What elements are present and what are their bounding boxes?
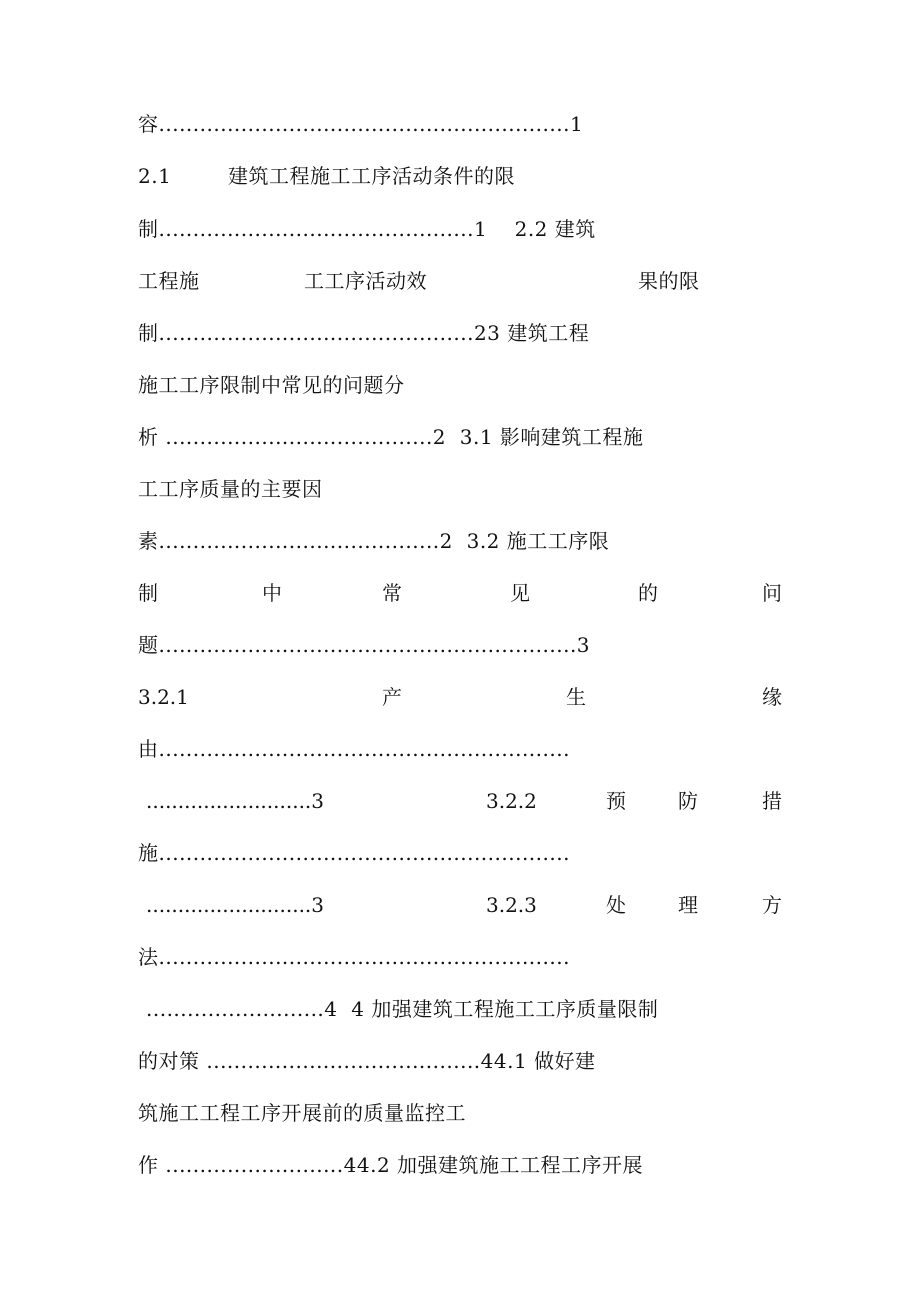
- toc-line-8: 工工序质量的主要因: [138, 477, 323, 501]
- toc-line-10-char-6: 问: [762, 581, 782, 605]
- toc-line-2-number: 2.1: [138, 164, 172, 188]
- toc-line-14-char-2: 防: [678, 789, 698, 813]
- toc-line-16-number: 3.2.3: [486, 893, 537, 917]
- toc-line-12-char-2: 生: [566, 685, 586, 709]
- toc-line-21: 作 ..........................44.2 加强建筑施工工程工序开展: [138, 1153, 644, 1177]
- toc-line-14-char-3: 措: [762, 789, 782, 813]
- toc-line-14-char-1: 预: [606, 789, 626, 813]
- toc-line-7: 析 .......................................2 3.1 影响建筑工程施: [138, 425, 644, 449]
- toc-line-14-leader: ..........................3: [146, 789, 325, 813]
- toc-line-15: 施............................................................: [138, 841, 570, 865]
- toc-line-5: 制..............................................23 建筑工程: [138, 321, 590, 345]
- toc-line-4-part-1: 工程施: [138, 269, 200, 293]
- toc-line-4-part-3: 果的限: [638, 269, 700, 293]
- toc-line-10-char-5: 的: [638, 581, 658, 605]
- toc-line-6: 施工工序限制中常见的问题分: [138, 373, 405, 397]
- toc-line-9: 素.........................................2 3.2 施工工序限: [138, 529, 610, 553]
- toc-line-10-char-3: 常: [382, 581, 402, 605]
- toc-line-11: 题.............................................................3: [138, 633, 591, 657]
- toc-line-16-char-3: 方: [762, 893, 782, 917]
- toc-line-16-char-2: 理: [678, 893, 698, 917]
- toc-line-4-part-2: 工工序活动效: [304, 269, 427, 293]
- toc-line-2-title: 建筑工程施工工序活动条件的限: [228, 164, 515, 188]
- toc-line-1: 容............................................................1: [138, 112, 584, 136]
- toc-line-12-char-3: 缘: [762, 685, 782, 709]
- toc-line-16-char-1: 处: [606, 893, 626, 917]
- toc-line-17: 法............................................................: [138, 945, 570, 969]
- toc-line-16-leader: ..........................3: [146, 893, 325, 917]
- toc-line-14-number: 3.2.2: [486, 789, 537, 813]
- toc-line-10-char-1: 制: [138, 581, 158, 605]
- toc-line-10-char-2: 中: [262, 581, 282, 605]
- toc-line-19: 的对策 ........................................44.1 做好建: [138, 1049, 596, 1073]
- toc-line-3: 制..............................................1 2.2 建筑: [138, 217, 596, 241]
- toc-line-13: 由............................................................: [138, 737, 570, 761]
- toc-line-12-char-1: 产: [382, 685, 402, 709]
- toc-line-20: 筑施工工程工序开展前的质量监控工: [138, 1101, 466, 1125]
- toc-line-12-number: 3.2.1: [138, 685, 189, 709]
- toc-line-10-char-4: 见: [510, 581, 530, 605]
- toc-line-18: ..........................4 4 加强建筑工程施工工序质量限制: [146, 997, 659, 1021]
